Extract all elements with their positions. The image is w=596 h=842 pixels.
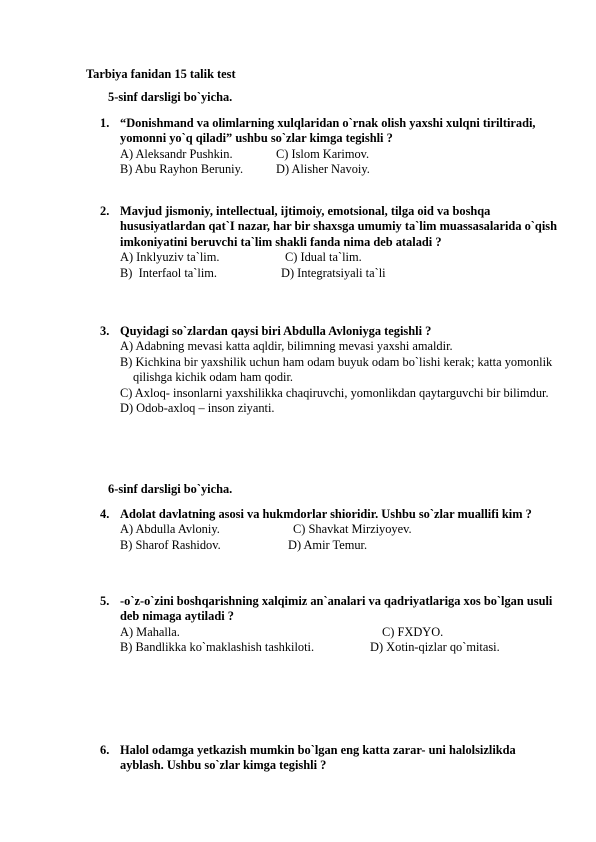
question-text: Halol odamga yetkazish mumkin bo`lgan eng katta zarar- uni halolsizlikda ayblash. Ushbu so`zlar kimga tegishli ? [120,743,516,773]
section-heading-5-sinf: 5-sinf darsligi bo`yicha. [108,90,233,104]
option-a: A) Adabning mevasi katta aqldir, bilimning mevasi yaxshi amaldir. [120,339,453,354]
options-row [120,625,560,640]
question-text: Mavjud jismoniy, intellectual, ijtimoiy, emotsional, tilga oid va boshqa hususiyatlardan qat`I nazar, har bir shaxsga umumiy ta`lim muassasalarida o`qish imkoniyatini beruvchi ta`lim shakli fanda nima deb ataladi ? [120,204,557,249]
question-text: Adolat davlatning asosi va hukmdorlar shioridir. Ushbu so`zlar muallifi kim ? [120,507,532,521]
options-row [120,522,560,537]
option-b: B) Interfaol ta`lim. [120,265,218,280]
question-number: 1. [100,116,110,130]
option-c: C) Islom Karimov. [276,146,370,161]
option-d: D) Integratsiyali ta`li [281,265,386,280]
question-1 [100,116,560,178]
question-5 [100,594,560,656]
question-number: 6. [100,743,110,757]
question-number: 3. [100,324,110,338]
options-row [120,266,560,281]
question-text: Quyidagi so`zlardan qaysi biri Abdulla Avloniyga tegishli ? [120,324,432,338]
options-row [120,640,560,655]
question-3 [100,324,560,416]
option-c: C) FXDYO. [382,624,444,639]
section-heading-6-sinf: 6-sinf darsligi bo`yicha. [108,482,233,496]
question-number: 2. [100,204,110,218]
option-b: B) Kichkina bir yaxshilik uchun ham odam buyuk odam bo`lishi kerak; katta yomonlik qilishga kichik odam ham qodir. [120,354,553,385]
question-2 [100,204,560,281]
question-number: 4. [100,507,110,521]
option-b: B) Sharof Rashidov. [120,537,221,552]
option-c: C) Axloq- insonlarni yaxshilikka chaqiruvchi, yomonlikdan qaytarguvchi bir bilimdur. [120,385,549,400]
option-d: D) Amir Temur. [288,537,368,552]
options-row [120,538,560,553]
option-a: A) Aleksandr Pushkin. [120,146,233,161]
option-d: D) Xotin-qizlar qo`mitasi. [370,640,500,655]
document-title: Tarbiya fanidan 15 talik test [86,67,236,81]
question-number: 5. [100,594,110,608]
question-6 [100,743,560,774]
option-d: D) Alisher Navoiy. [276,162,370,177]
question-text: -o`z-o`zini boshqarishning xalqimiz an`analari va qadriyatlariga xos bo`lgan usuli deb nimaga aytiladi ? [120,594,553,624]
question-4 [100,507,560,553]
option-c: C) Idual ta`lim. [285,250,362,265]
question-text: “Donishmand va olimlarning xulqlaridan o`rnak olish yaxshi xulqni tiriltiradi, yomonni yo`q qiladi” ushbu so`zlar kimga tegishli ? [120,116,536,146]
options-row [120,162,560,177]
option-c: C) Shavkat Mirziyoyev. [293,522,412,537]
options-row [120,147,560,162]
option-a: A) Abdulla Avloniy. [120,522,220,537]
option-a: A) Inklyuziv ta`lim. [120,250,220,265]
option-b: B) Bandlikka ko`maklashish tashkiloti. [120,640,315,655]
option-b: B) Abu Rayhon Beruniy. [120,162,244,177]
option-d: D) Odob-axloq – inson ziyanti. [120,401,275,416]
options-row [120,250,560,265]
option-a: A) Mahalla. [120,624,180,639]
